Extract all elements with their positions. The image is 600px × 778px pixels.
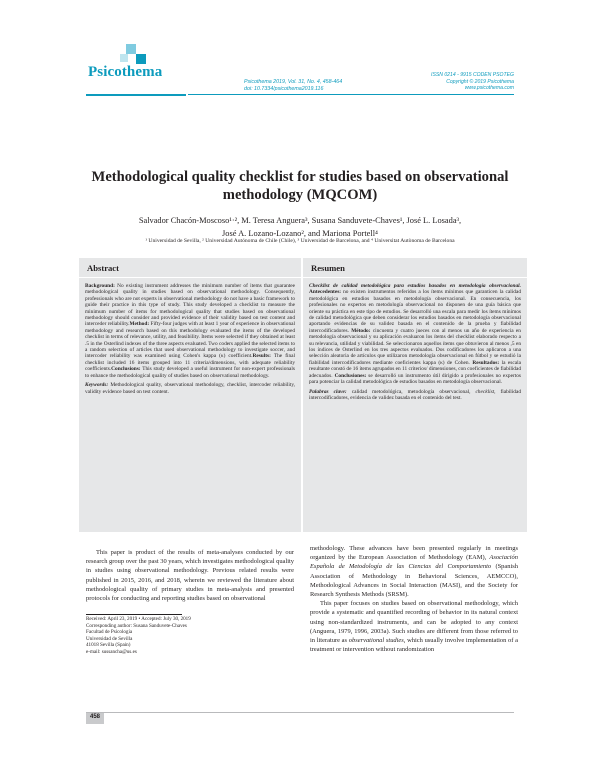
body-p1-text: methodology. These advances have been presented regularly in meetings organized by the European Association of Methodology (EAM), bbox=[310, 545, 518, 562]
resumen-resultados: la escala resultante constó de 16 ítems agrupados en 11 criterios/ dimensiones, con coeficientes de fiabilidad adecuados. bbox=[309, 359, 522, 379]
resumen-box bbox=[303, 258, 527, 532]
resumen-divider bbox=[303, 277, 527, 278]
journal-volume: Psicothema 2019, Vol. 31, No. 4, 458-464 bbox=[244, 79, 343, 85]
label-conclusiones: Conclusiones: bbox=[334, 372, 367, 379]
body-paragraph-2 bbox=[310, 599, 518, 654]
abstract-box bbox=[79, 258, 301, 532]
abstract-heading: Abstract bbox=[87, 263, 119, 273]
footer-rule bbox=[86, 712, 514, 713]
body-p1-text-end: (Spanish Association of Methodology in Behavioral Sciences, AEMCCO), Methodological Advances in Social Interaction (MASI), and the Society for Research Synthesis Methods (SRSM). bbox=[310, 563, 518, 599]
abstract-divider bbox=[79, 277, 301, 278]
label-antecedentes: Antecedentes: bbox=[309, 289, 342, 296]
label-metodo: Método: bbox=[351, 327, 371, 334]
affiliations: ¹ Universidad de Sevilla, ² Universidad Autónoma de Chile (Chile), ³ Universidad de Barcelona, and ⁴ Universitat Autònoma de Barcelona bbox=[145, 238, 455, 244]
logo-underline bbox=[86, 94, 186, 96]
palabras-pre: calidad metodológica, metodología observacional, bbox=[346, 388, 476, 395]
journal-website-link[interactable]: www.psicothema.com bbox=[464, 85, 514, 92]
body-right-column bbox=[310, 544, 518, 654]
logo-squares-icon bbox=[86, 42, 186, 66]
article-title: Methodological quality checklist for studies based on observational methodology (MQCOM) bbox=[91, 169, 509, 203]
logo-text: Psicothema bbox=[88, 64, 163, 80]
label-results: Results: bbox=[252, 353, 271, 360]
faculty: Facultad de Psicología bbox=[86, 629, 133, 635]
received-dates: Received: April 23, 2019 • Accepted: July 30, 2019 bbox=[86, 616, 191, 622]
label-method: Method: bbox=[129, 321, 150, 328]
correspondence-notes bbox=[86, 616, 294, 655]
body-p2-italic: observational studies bbox=[348, 637, 404, 645]
journal-logo bbox=[86, 42, 186, 92]
author-list bbox=[86, 214, 514, 240]
authors-line-1: Salvador Chacón-Moscoso¹·², M. Teresa Anguera³, Susana Sanduvete-Chaves¹, José L. Losada³, bbox=[138, 216, 462, 225]
label-palabras: Palabras clave: bbox=[309, 388, 347, 395]
body-p1-italic: Asociación Española de Metodología de las Ciencias del Comportamiento bbox=[310, 554, 518, 571]
notes-divider bbox=[86, 614, 182, 615]
page-number: 458 bbox=[89, 714, 100, 720]
body-left-column: This paper is product of the results of meta-analyses conducted by our research group over the past 30 years, which investigates methodological quality in studies using observational methodology. Previous related results were published in 2015, 2016, and 2018, wherein we reviewed the literature about methodological quality of primary studies in meta-analysis and presented protocols for conducting and reporting studies based on observational bbox=[86, 549, 294, 603]
issn-block bbox=[431, 72, 514, 92]
palabras-paragraph bbox=[309, 389, 521, 402]
resumen-title: Checklist de calidad metodológica para estudios basados en metodología observacional. bbox=[309, 283, 521, 289]
journal-citation bbox=[244, 79, 342, 93]
keywords-paragraph bbox=[85, 382, 295, 395]
body-p2-text-end: , which usually involve implementation of a treatment or intervention without randomization bbox=[310, 637, 518, 654]
palabras-post: , fiabilidad intercodificadores, evidencia de validez basada en el contenido del test. bbox=[309, 388, 521, 401]
corresponding-author: Corresponding author: Susana Sanduvete-Chaves bbox=[86, 622, 187, 629]
palabras-italic: checklist bbox=[475, 388, 495, 395]
author-email[interactable]: e-mail: sussancha@us.es bbox=[86, 648, 137, 655]
resumen-paragraph bbox=[309, 283, 521, 386]
journal-doi[interactable]: doi: 10.7334/psicothema2019.116 bbox=[244, 86, 324, 92]
resumen-conclusiones: se desarrolló un instrumento útil dirigido a profesionales no expertos para potenciar la calidad metodológica de estudios basados en metodología observacional. bbox=[309, 372, 521, 386]
body-p2-text: This paper focuses on studies based on observational methodology, which provide a systematic and quantified recording of behavior in its natural context using non-standardized instruments, and can be adopted to any context (Anguera, 1979, 1996, 2003a). Such studies are different from those referred to in literature as bbox=[310, 600, 518, 645]
abstract-keywords: Methodological quality, observational methodology, checklist, intercoder reliability, validity evidence based on test content. bbox=[85, 382, 295, 395]
body-paragraph-1 bbox=[310, 544, 518, 599]
resumen-antecedentes: no existen instrumentos referidos a los ítems mínimos que garanticen la calidad metodológica en estudios basados en metodología observacional. En consecuencia, los profesionales no expertos en metodología observacional no disponen de una guía básica que oriente su práctica en este tipo de estudios. Se desarrolló una escala para medir los ítems mínimos de calidad metodológica que deben considerar los estudios basados en metodología observacional aportando evidencias de su validez basada en el contenido de la prueba y fiabilidad intercodificadores. bbox=[309, 289, 521, 334]
abstract-conclusions: This study developed a useful instrument for non-expert professionals to enhance the methodological quality of studies based on observational methodology. bbox=[85, 366, 295, 379]
label-keywords: Keywords: bbox=[85, 382, 109, 389]
city: 41018 Sevilla (Spain) bbox=[86, 642, 131, 648]
resumen-body bbox=[309, 283, 521, 401]
label-background: Background: bbox=[85, 283, 115, 289]
university: Universidad de Sevilla bbox=[86, 635, 133, 642]
resumen-metodo: cincuenta y cuatro jueces con al menos un año de experiencia en metodología observacional y su aplicación evaluaron los ítems del checklist elaborado respecto a su relevancia, utilidad y viabilidad. Se seleccionaron aquellos ítems que obtuvieron al menos ,5 en los índices de Osterlind en los tres aspectos evaluados. Dos codificadores los aplicaron a una selección aleatoria de artículos que utilizaron metodología observacional en fútbol y se estudió la fiabilidad intercodificadores mediante coeficientes kappa (κ) de Cohen. bbox=[309, 327, 521, 366]
authors-line-2: José A. Lozano-Lozano², and Mariona Portell⁴ bbox=[222, 229, 378, 238]
copyright-text: Copyright © 2019 Psicothema bbox=[446, 78, 514, 85]
header-rule bbox=[188, 94, 514, 95]
abstract-body bbox=[85, 283, 295, 395]
abstract-background: No existing instrument addresses the minimum number of items that guarantee methodological quality in studies based on observational methodology. Consequently, professionals who are not experts in observational methodology do not have a basic framework to guide their practice in this type of study. This study developed a checklist to measure the minimum number of items for methodological quality that studies based on observational methodology should consider and provided evidence of their validity based on test content and interceder reliability. bbox=[85, 283, 295, 328]
abstract-paragraph bbox=[85, 283, 295, 379]
resumen-heading: Resumen bbox=[311, 263, 345, 273]
abstract-results: The final checklist included 16 items grouped into 11 criteria/dimensions, with adequate reliability coefficients. bbox=[85, 353, 295, 373]
label-conclusions: Conclusions: bbox=[111, 366, 141, 373]
label-resultados: Resultados: bbox=[472, 359, 500, 366]
abstract-method: Fifty-four judges with at least 1 year of experience in observational methodology and research based on this methodology evaluated the items of the developed checklist in terms of relevance, utility, and feasibility. Items were selected if they obtained at least .5 in the Osterlind indexes of the three aspects evaluated. Two coders applied the selected items to a random selection of articles that used observational methodology to investigate soccer, and intercoder reliability was examined using Cohen's kappa (κ) coefficient. bbox=[85, 321, 295, 360]
issn-text: ISSN 0214 - 9915 CODEN PSOTEG bbox=[431, 72, 514, 78]
